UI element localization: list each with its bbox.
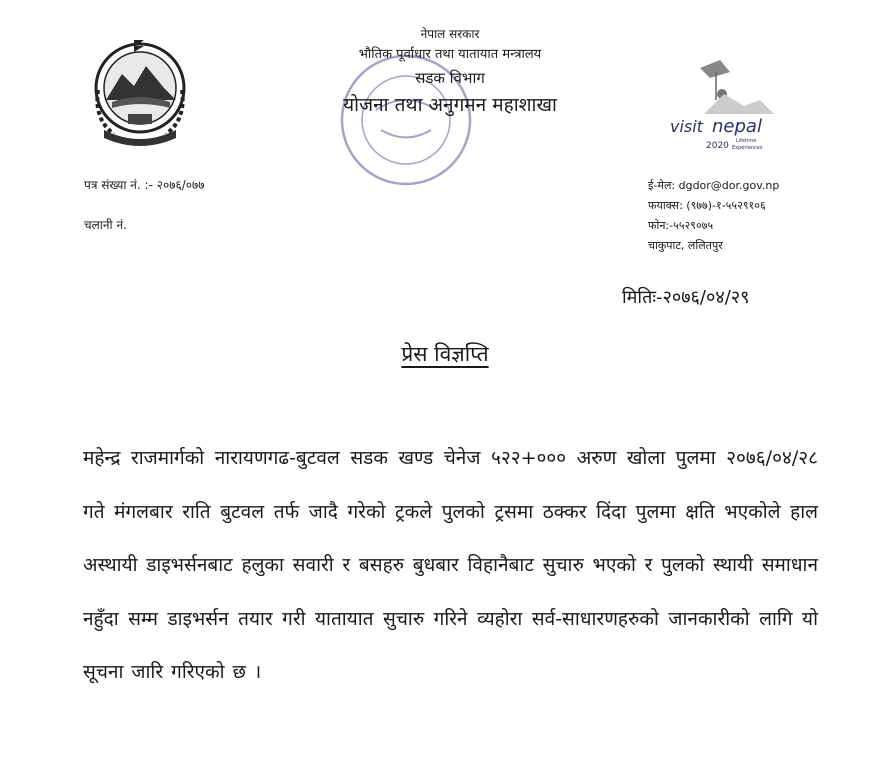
fax-line: फयाक्स: (९७७)-१-५५२९१०६ (648, 199, 766, 212)
title-text: प्रेस विज्ञप्ति (401, 342, 489, 366)
press-release-body: महेन्द्र राजमार्गको नारायणगढ-बुटवल सडक खण्ड चेनेज ५२२+००० अरुण खोला पुलमा २०७६/०४/२८ गते मंगलबार राति बुटवल तर्फ जादै गरेको ट्रकले पुलको ट्रसमा ठक्कर दिंदा पुलमा क्षति भएकोले हाल अस्थायी डाइभर्सनबाट हलुका सवारी र बसहरु बुधबार विहानैबाट सुचारु भएको र पुलको स्थायी समाधान नहुँदा सम्म डाइभर्सन तयार गरी यातायात सुचारु गरिने व्यहोरा सर्व-साधारणहरुको जानकारीको लागि यो सूचना जारि गरिएको छ । (83, 447, 818, 683)
svg-text:visit: visit (670, 117, 703, 136)
nepal-emblem-logo (84, 30, 196, 148)
letterhead-header (300, 24, 600, 120)
contact-block (648, 176, 779, 256)
press-release-title (0, 340, 890, 368)
government-name: नेपाल सरकार (420, 27, 480, 41)
svg-text:Experiences: Experiences (732, 145, 763, 151)
visit-nepal-2020-logo (664, 54, 788, 158)
svg-text:2020: 2020 (706, 141, 729, 151)
letter-reference-number: पत्र संख्या नं. :- २०७६/०७७ (84, 178, 205, 192)
svg-text:nepal: nepal (712, 116, 762, 137)
dispatch-number: चलानी नं. (84, 218, 127, 232)
phone-line: फोन:-५५२९०७५ (648, 219, 714, 232)
section-name: योजना तथा अनुगमन महाशाखा (343, 94, 557, 116)
letter-date: मितिः-२०७६/०४/२९ (622, 287, 750, 308)
ministry-name: भौतिक पूर्वाधार तथा यातायात मन्त्रालय (358, 47, 542, 62)
email-line: ई-मेल: dgdor@dor.gov.np (648, 179, 780, 192)
department-name: सडक विभाग (415, 69, 485, 87)
svg-text:Lifetime: Lifetime (736, 138, 757, 144)
address-line: चाकुपाट, ललितपुर (648, 239, 723, 252)
